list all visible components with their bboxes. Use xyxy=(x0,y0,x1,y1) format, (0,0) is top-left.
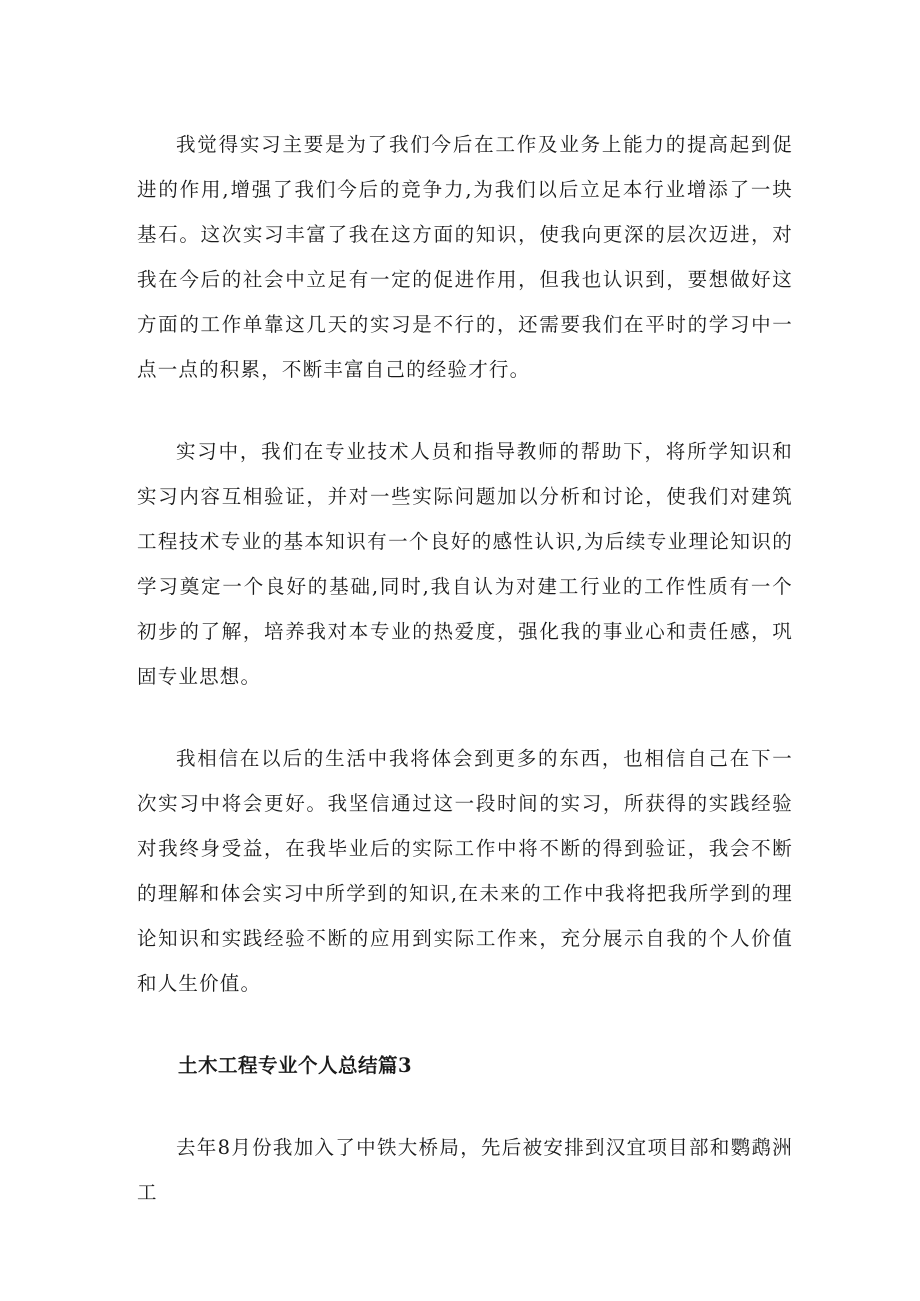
body-paragraph-2: 实习中，我们在专业技术人员和指导教师的帮助下，将所学知识和实习内容互相验证，并对一些实际问题加以分析和讨论，使我们对建筑工程技术专业的基本知识有一个良好的感性认识,为后续专业理论知识的学习奠定一个良好的基础,同时,我自认为对建工行业的工作性质有一个初步的了解，培养我对本专业的热爱度，强化我的事业心和责任感，巩固专业思想。 xyxy=(137,440,793,688)
body-paragraph-1: 我觉得实习主要是为了我们今后在工作及业务上能力的提高起到促进的作用,增强了我们今后的竞争力,为我们以后立足本行业增添了一块基石。这次实习丰富了我在这方面的知识，使我向更深的层次迈进，对我在今后的社会中立足有一定的促进作用，但我也认识到，要想做好这方面的工作单靠这几天的实习是不行的，还需要我们在平时的学习中一点一点的积累，不断丰富自己的经验才行。 xyxy=(137,133,793,381)
body-paragraph-4: 去年8月份我加入了中铁大桥局，先后被安排到汉宜项目部和鹦鹉洲工 xyxy=(137,1136,793,1204)
body-paragraph-3: 我相信在以后的生活中我将体会到更多的东西，也相信自己在下一次实习中将会更好。我坚信通过这一段时间的实习，所获得的实践经验对我终身受益，在我毕业后的实际工作中将不断的得到验证，我会不断的理解和体会实习中所学到的知识,在未来的工作中我将把我所学到的理论知识和实践经验不断的应用到实际工作来，充分展示自我的个人价值和人生价值。 xyxy=(137,747,793,995)
section-heading: 土木工程专业个人总结篇3 xyxy=(178,1054,413,1077)
document-page xyxy=(137,122,793,1215)
